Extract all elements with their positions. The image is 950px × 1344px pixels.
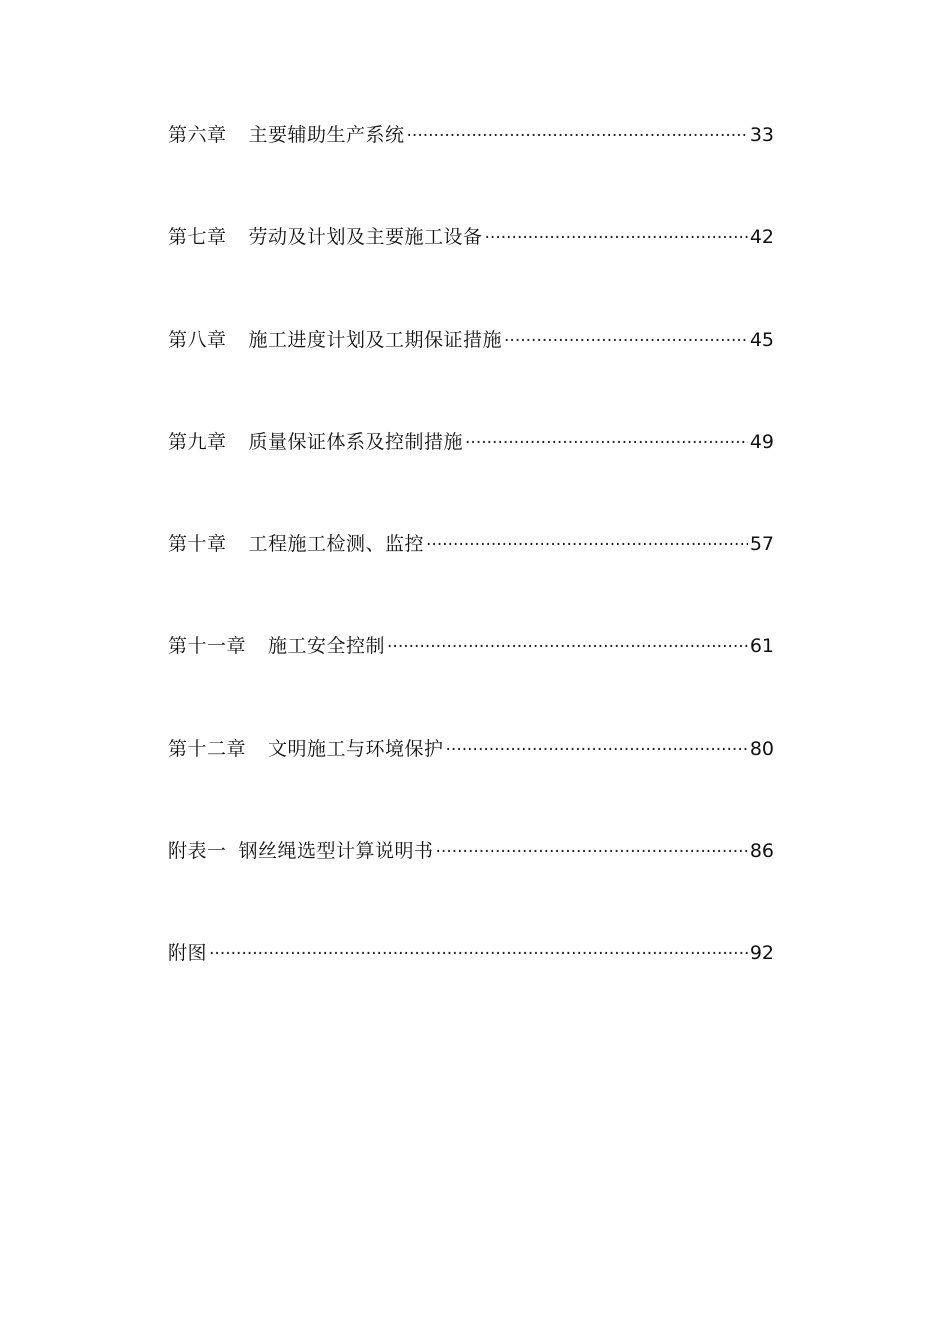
toc-chapter-number: 第十一章 — [168, 635, 247, 658]
toc-entry-title: 主要辅助生产系统 — [248, 124, 405, 146]
toc-page-number: 45 — [749, 328, 774, 351]
toc-entry-title: 劳动及计划及主要施工设备 — [248, 226, 483, 249]
toc-page-number: 61 — [749, 635, 774, 658]
toc-chapter-number: 第六章 — [168, 124, 227, 146]
toc-entry-chapter-12[interactable] — [168, 732, 774, 766]
table-of-contents — [168, 118, 774, 1039]
toc-page-number: 57 — [749, 533, 774, 556]
dot-leader — [209, 937, 748, 971]
dot-leader — [465, 426, 748, 460]
toc-entry-chapter-7[interactable] — [168, 220, 774, 254]
toc-entry-chapter-10[interactable] — [168, 527, 774, 561]
dot-leader — [426, 528, 748, 562]
toc-entry-appendix-table-1[interactable] — [168, 834, 774, 868]
toc-entry-chapter-11[interactable] — [168, 629, 774, 663]
toc-page-number: 33 — [749, 124, 774, 146]
toc-appendix-label: 附表一 — [168, 840, 227, 863]
dot-leader — [436, 835, 748, 869]
toc-chapter-number: 第十章 — [168, 533, 227, 556]
toc-entry-chapter-8[interactable] — [168, 323, 774, 357]
toc-page-number: 49 — [749, 430, 774, 453]
toc-page-number: 86 — [749, 840, 774, 863]
toc-entry-title: 工程施工检测、监控 — [248, 533, 425, 556]
dot-leader — [446, 733, 748, 767]
toc-entry-title: 质量保证体系及控制措施 — [248, 430, 464, 453]
toc-entry-title: 钢丝绳选型计算说明书 — [238, 840, 434, 863]
dot-leader — [387, 630, 748, 664]
toc-entry-title: 附图 — [168, 942, 208, 965]
toc-page-number: 42 — [749, 226, 774, 249]
toc-page-number: 92 — [749, 942, 774, 965]
toc-page-number: 80 — [749, 737, 774, 760]
toc-entry-title: 施工进度计划及工期保证措施 — [248, 328, 503, 351]
dot-leader — [407, 119, 748, 153]
dot-leader — [504, 324, 748, 358]
toc-chapter-number: 第十二章 — [168, 737, 247, 760]
toc-entry-chapter-6[interactable] — [168, 118, 774, 152]
toc-chapter-number: 第七章 — [168, 226, 227, 249]
toc-entry-title: 施工安全控制 — [268, 635, 386, 658]
toc-chapter-number: 第八章 — [168, 328, 227, 351]
toc-chapter-number: 第九章 — [168, 430, 227, 453]
toc-entry-title: 文明施工与环境保护 — [268, 737, 444, 760]
dot-leader — [485, 221, 748, 255]
toc-entry-chapter-9[interactable] — [168, 425, 774, 459]
toc-entry-appendix-figures[interactable] — [168, 936, 774, 970]
